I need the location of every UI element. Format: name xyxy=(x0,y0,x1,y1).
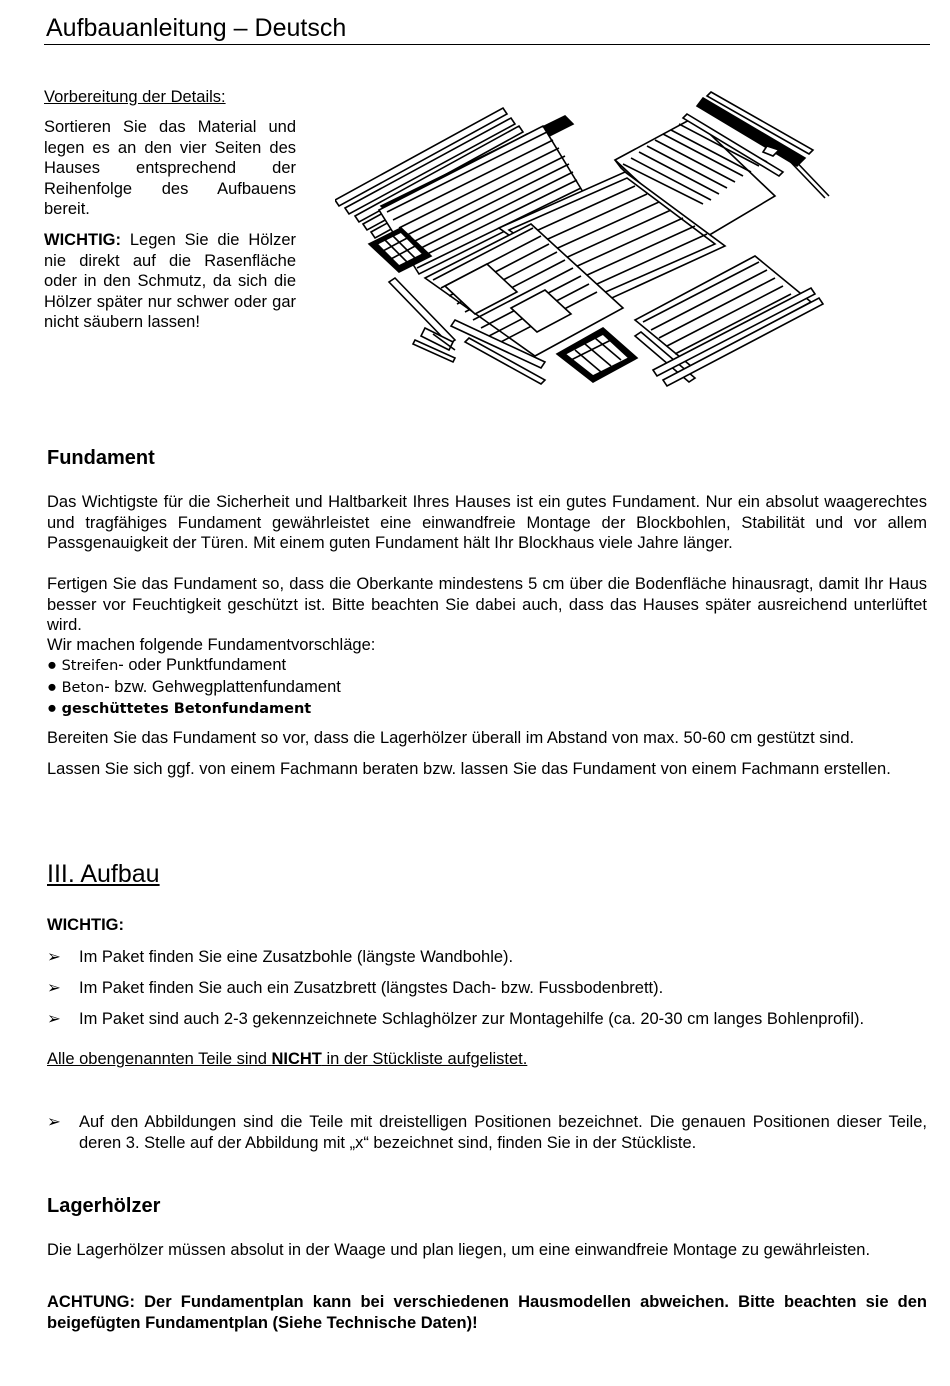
prep-heading: Vorbereitung der Details: xyxy=(44,88,226,106)
prep-paragraph-1: Sortieren Sie das Material und legen es an den vier Seiten des Hauses entsprechend der Reihenfolge des Aufbauens bereit. xyxy=(44,118,296,218)
page-title: Aufbauanleitung – Deutsch xyxy=(46,14,347,42)
aufbau-note: Alle obengenannten Teile sind NICHT in der Stückliste aufgelistet. xyxy=(47,1050,528,1068)
fundament-paragraph-3: Bereiten Sie das Fundament so vor, dass die Lagerhölzer überall im Abstand von max. 50-60 cm gestützt sind. xyxy=(47,729,855,747)
arrow-bullet-icon: ➢ xyxy=(47,948,61,966)
important-label: WICHTIG: xyxy=(44,231,121,249)
arrow-bullet-icon: ➢ xyxy=(47,979,61,997)
list-item: ● Streifen- oder Punktfundament xyxy=(47,656,287,674)
prep-paragraph-2 xyxy=(44,230,296,333)
aufbau-important-label: WICHTIG: xyxy=(47,916,124,934)
lager-heading: Lagerhölzer xyxy=(47,1195,161,1217)
fundament-paragraph-1: Das Wichtigste für die Sicherheit und Haltbarkeit Ihres Hauses ist ein gutes Fundament. Nur ein absolut waagerechtes und tragfähiges Fundament gewährleistet eine einwandfreie Montage der Blockbohlen, Stabilität und vor allem Passgenauigkeit der Türen. Mit einem guten Fundament hält Ihr Blockhaus viele Jahre länger. xyxy=(47,493,927,552)
fundament-suggestions-intro: Wir machen folgende Fundamentvorschläge: xyxy=(47,636,376,654)
arrow-bullet-icon: ➢ xyxy=(47,1010,61,1028)
prep-paragraph-2-text: Legen Sie die Hölzer nie direkt auf die Rasenfläche oder in den Schmutz, da sich die Hölzer später nur schwer oder gar nicht säubern lassen! xyxy=(44,231,296,331)
lager-warning: ACHTUNG: Der Fundamentplan kann bei verschiedenen Hausmodellen abweichen. Bitte beachten sie den beigefügten Fundamentplan (Siehe Technische Daten)! xyxy=(47,1293,927,1332)
fundament-suggestion-list xyxy=(47,655,927,720)
fundament-paragraph-2: Fertigen Sie das Fundament so, dass die Oberkante mindestens 5 cm über die Bodenfläche hinausragt, damit Ihr Haus besser vor Feuchtigkeit geschützt ist. Bitte beachten Sie dabei auch, dass das Hauses später ausreichend unterlüftet wird. xyxy=(47,575,927,634)
list-item: ● geschüttetes Betonfundament xyxy=(47,699,312,717)
right-wall-panel xyxy=(635,256,823,386)
bullet-icon: ● xyxy=(47,656,57,674)
fundament-paragraph-4: Lassen Sie sich ggf. von einem Fachmann beraten bzw. lassen Sie das Fundament von einem Fachmann erstellen. xyxy=(47,760,891,778)
aufbau-heading: III. Aufbau xyxy=(47,860,160,888)
list-item: ● Beton- bzw. Gehwegplattenfundament xyxy=(47,677,341,696)
bullet-icon: ● xyxy=(47,699,57,717)
warning-label: ACHTUNG xyxy=(47,1293,130,1311)
fundament-heading: Fundament xyxy=(47,447,155,469)
material-layout-illustration xyxy=(335,88,835,388)
lager-paragraph: Die Lagerhölzer müssen absolut in der Waage und plan liegen, um eine einwandfreie Montage zu gewährleisten. xyxy=(47,1241,871,1259)
arrow-bullet-icon: ➢ xyxy=(47,1113,61,1131)
bullet-icon: ● xyxy=(47,677,57,696)
title-divider xyxy=(44,44,930,45)
